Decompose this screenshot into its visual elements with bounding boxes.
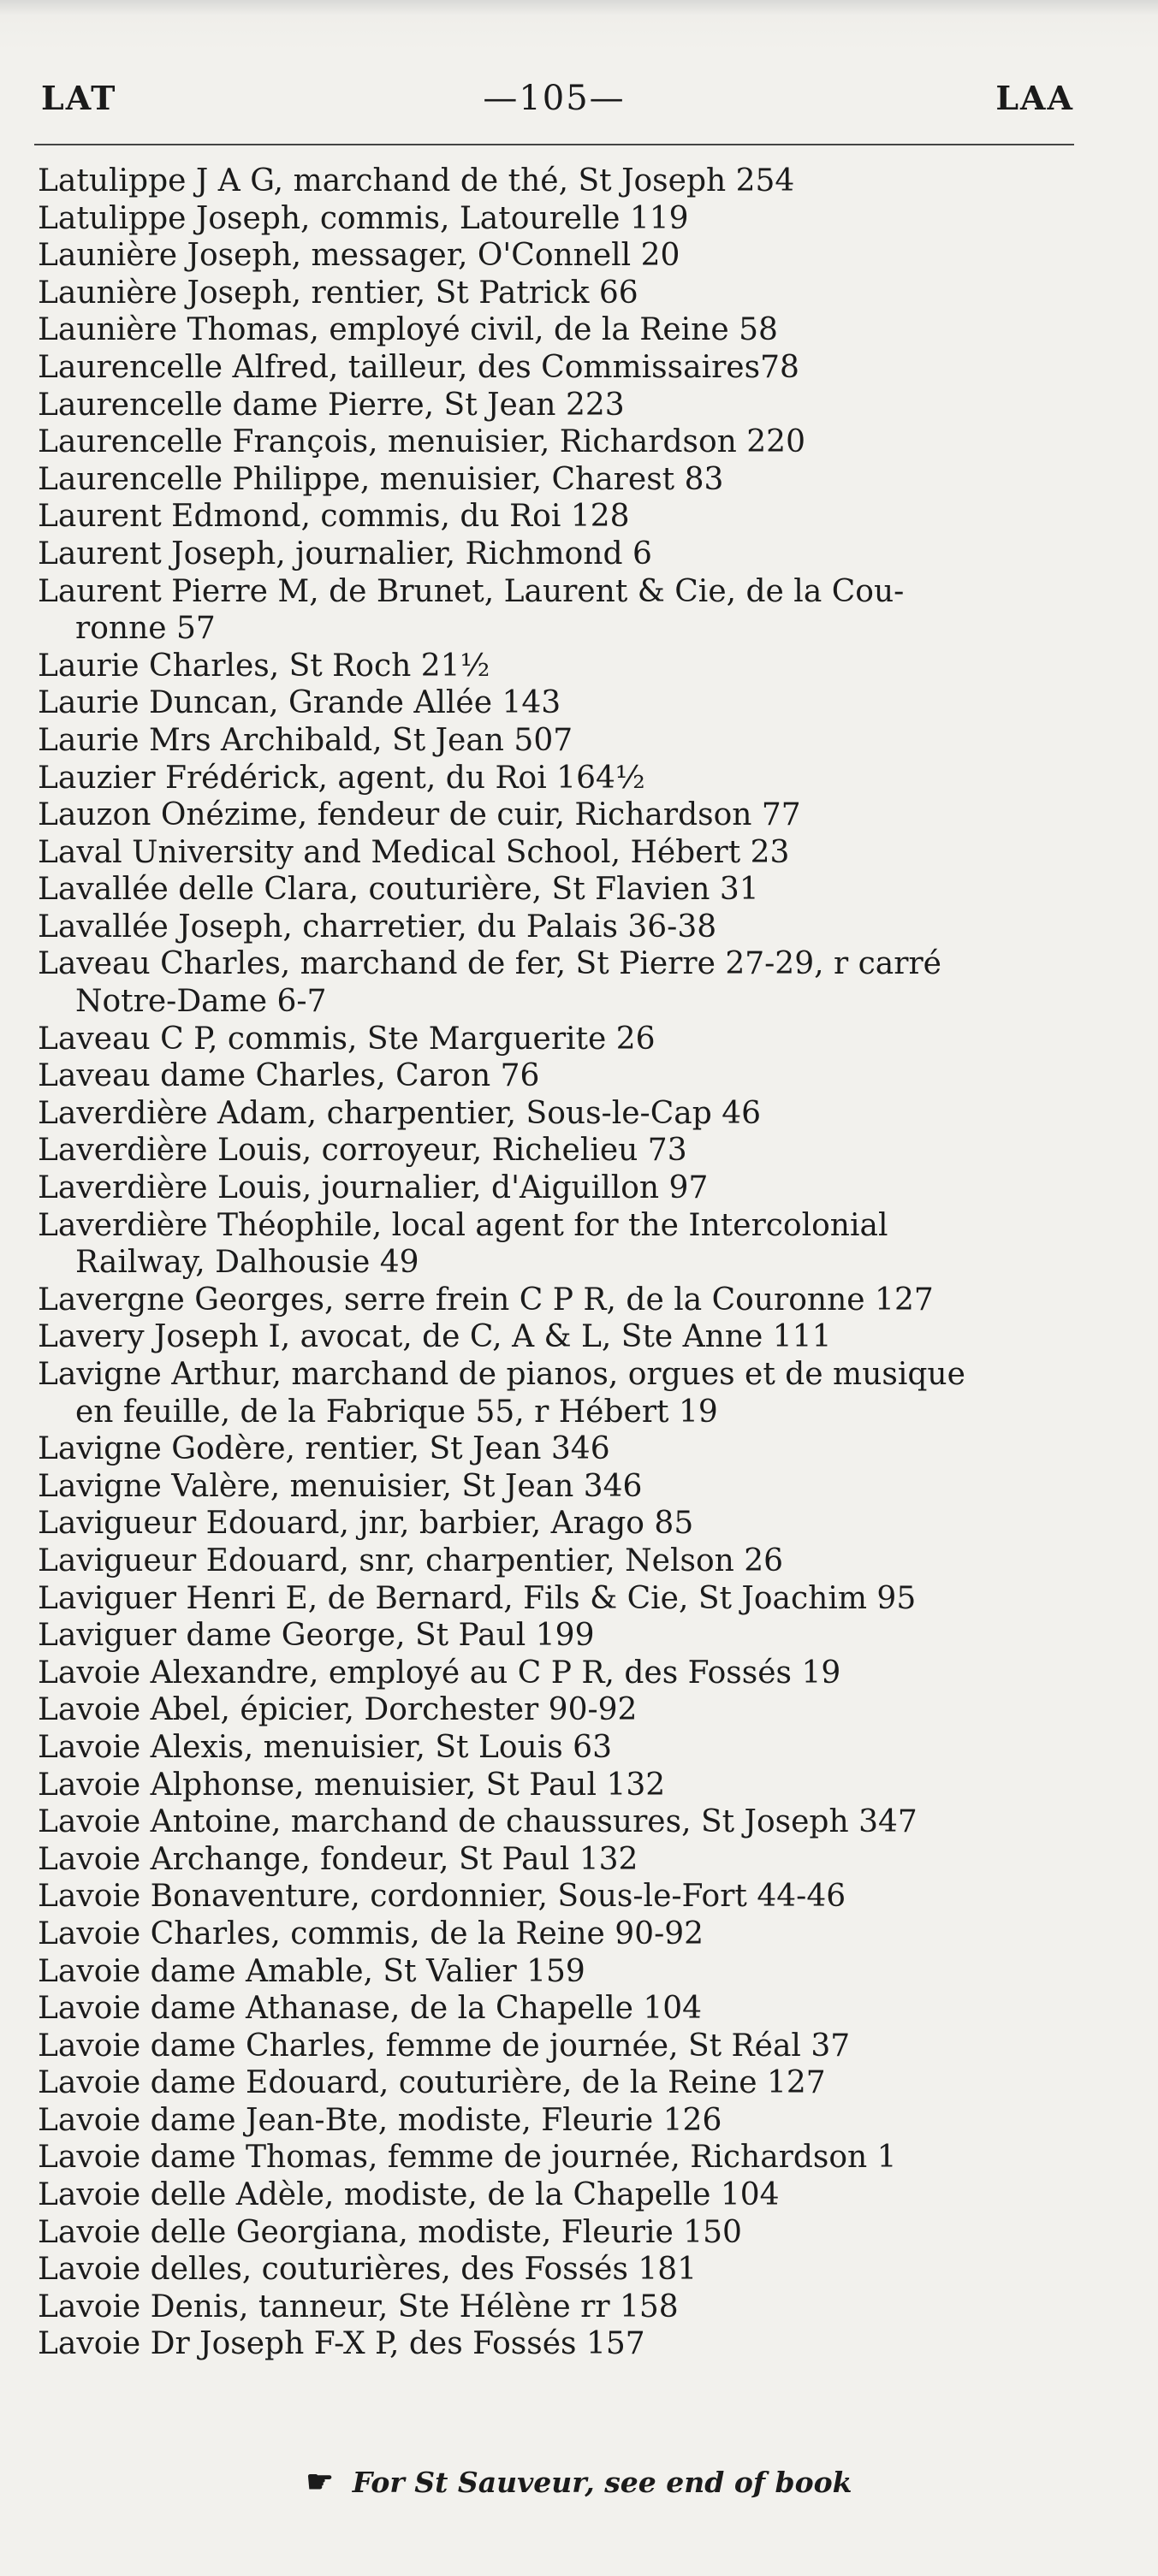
entry-text: Lavoie dame Amable, St Valier 159 [38, 1953, 585, 1989]
entry-text: Laveau Charles, marchand de fer, St Pierre 27-29, r carré [38, 946, 941, 982]
directory-entry [38, 1617, 1086, 1655]
entry-text: Launière Thomas, employé civil, de la Reine 58 [38, 312, 778, 348]
entry-text: Lavigne Valère, menuisier, St Jean 346 [38, 1468, 643, 1504]
directory-entry [38, 1505, 1086, 1543]
entry-text: Lavoie Denis, tanneur, Ste Hélène rr 158 [38, 2289, 679, 2324]
directory-entry [38, 536, 1086, 573]
entry-text: Launière Joseph, rentier, St Patrick 66 [38, 275, 638, 311]
pointing-hand-icon: ☛ [306, 2464, 334, 2500]
directory-entry [38, 1655, 1086, 1692]
entry-text: Lavoie Alexandre, employé au C P R, des Fossés 19 [38, 1655, 841, 1691]
directory-entry [38, 275, 1086, 312]
entry-text: Lavoie delle Adèle, modiste, de la Chapelle 104 [38, 2177, 780, 2213]
entry-text: Lavoie dame Edouard, couturière, de la Reine 127 [38, 2065, 826, 2101]
entry-text: Laveau C P, commis, Ste Marguerite 26 [38, 1021, 656, 1057]
directory-entry [38, 1207, 1086, 1282]
directory-entry [38, 2251, 1086, 2289]
entry-text: Lavoie Abel, épicier, Dorchester 90-92 [38, 1692, 638, 1728]
entry-text: Laurencelle Alfred, tailleur, des Commissaires78 [38, 349, 799, 385]
directory-entry [38, 834, 1086, 872]
directory-entry [38, 1543, 1086, 1580]
entry-text: Lavoie Alexis, menuisier, St Louis 63 [38, 1729, 612, 1765]
entry-text: Launière Joseph, messager, O'Connell 20 [38, 238, 680, 274]
entry-text: Laurencelle dame Pierre, St Jean 223 [38, 387, 625, 423]
directory-entry [38, 2139, 1086, 2176]
directory-entry [38, 909, 1086, 946]
header-rule [34, 144, 1074, 145]
entry-text: Latulippe J A G, marchand de thé, St Joseph 254 [38, 163, 795, 198]
entry-text: Lavoie dame Jean-Bte, modiste, Fleurie 126 [38, 2102, 722, 2138]
directory-entry [38, 1953, 1086, 1991]
directory-entry [38, 1132, 1086, 1170]
entry-text: Lavoie Charles, commis, de la Reine 90-92 [38, 1916, 704, 1951]
page-header [34, 79, 1074, 130]
entry-text: Laurie Mrs Archibald, St Jean 507 [38, 722, 573, 758]
entry-continuation: Notre-Dame 6-7 [75, 984, 327, 1020]
entry-text: Lavergne Georges, serre frein C P R, de la Couronne 127 [38, 1282, 934, 1318]
directory-entry [38, 1430, 1086, 1468]
entry-text: Laverdière Théophile, local agent for the Intercolonial [38, 1207, 888, 1243]
directory-entry [38, 1170, 1086, 1207]
directory-entry [38, 423, 1086, 461]
entry-text: Laveau dame Charles, Caron 76 [38, 1058, 540, 1094]
entry-text: Laurencelle Philippe, menuisier, Charest 83 [38, 461, 724, 497]
entry-text: Laurent Pierre M, de Brunet, Laurent & Cie, de la Cou- [38, 573, 905, 609]
directory-entry [38, 1282, 1086, 1319]
directory-entry [38, 648, 1086, 685]
directory-entry [38, 1057, 1086, 1095]
entry-text: Lavoie Alphonse, menuisier, St Paul 132 [38, 1767, 666, 1803]
entry-text: Lavoie dame Charles, femme de journée, St Réal 37 [38, 2028, 851, 2064]
directory-entry [38, 2102, 1086, 2140]
entry-text: Laverdière Adam, charpentier, Sous-le-Cap 46 [38, 1095, 761, 1131]
directory-entry [38, 1580, 1086, 1618]
entry-text: Lavigne Godère, rentier, St Jean 346 [38, 1431, 610, 1467]
entry-text: Laurent Joseph, journalier, Richmond 6 [38, 536, 652, 571]
directory-entry [38, 684, 1086, 722]
footer-note [0, 2464, 1158, 2500]
entry-text: Lauzon Onézime, fendeur de cuir, Richardson 77 [38, 797, 801, 833]
directory-entry [38, 573, 1086, 648]
directory-entries [38, 163, 1086, 2363]
directory-entry [38, 237, 1086, 275]
entry-text: Laverdière Louis, journalier, d'Aiguillon 97 [38, 1170, 709, 1206]
directory-entry [38, 796, 1086, 834]
entry-text: Lavigueur Edouard, jnr, barbier, Arago 85 [38, 1506, 694, 1542]
entry-text: Lavallée delle Clara, couturière, St Flavien 31 [38, 872, 759, 908]
directory-entry [38, 1021, 1086, 1058]
entry-text: Lavigne Arthur, marchand de pianos, orgues et de musique [38, 1357, 965, 1392]
directory-entry [38, 2064, 1086, 2102]
directory-entry [38, 1916, 1086, 1953]
directory-entry [38, 2028, 1086, 2065]
entry-text: Lavallée Joseph, charretier, du Palais 36-38 [38, 909, 717, 945]
entry-continuation: ronne 57 [75, 611, 216, 647]
directory-entry [38, 1468, 1086, 1506]
entry-text: Lavoie dame Thomas, femme de journée, Richardson 1 [38, 2140, 897, 2176]
directory-entry [38, 945, 1086, 1020]
directory-entry [38, 2325, 1086, 2363]
entry-text: Lavigueur Edouard, snr, charpentier, Nelson 26 [38, 1543, 784, 1578]
entry-text: Laurie Charles, St Roch 21½ [38, 648, 490, 684]
directory-entry [38, 1095, 1086, 1133]
directory-entry [38, 200, 1086, 238]
entry-text: Laviguer Henri E, de Bernard, Fils & Cie, St Joachim 95 [38, 1580, 917, 1616]
entry-text: Laval University and Medical School, Hébert 23 [38, 834, 790, 870]
directory-entry [38, 2176, 1086, 2214]
entry-text: Laurie Duncan, Grande Allée 143 [38, 685, 561, 721]
entry-text: Lavoie Archange, fondeur, St Paul 132 [38, 1841, 638, 1877]
entry-text: Laverdière Louis, corroyeur, Richelieu 73 [38, 1133, 687, 1169]
directory-entry [38, 311, 1086, 349]
directory-entry [38, 1318, 1086, 1356]
directory-entry [38, 2289, 1086, 2326]
entry-text: Lavoie Antoine, marchand de chaussures, St Joseph 347 [38, 1804, 917, 1840]
directory-entry [38, 871, 1086, 909]
directory-entry [38, 760, 1086, 797]
entry-continuation: Railway, Dalhousie 49 [75, 1245, 419, 1281]
entry-text: Laurent Edmond, commis, du Roi 128 [38, 499, 630, 535]
directory-entry [38, 2214, 1086, 2252]
entry-text: Lavoie dame Athanase, de la Chapelle 104 [38, 1991, 703, 2027]
page-number: —105— [483, 79, 626, 118]
directory-entry [38, 1990, 1086, 2028]
directory-entry [38, 461, 1086, 499]
directory-entry [38, 387, 1086, 424]
directory-entry [38, 1878, 1086, 1916]
directory-entry [38, 498, 1086, 536]
directory-entry [38, 1356, 1086, 1430]
footer-text: For St Sauveur, see end of book [352, 2466, 852, 2499]
entry-text: Laviguer dame George, St Paul 199 [38, 1618, 595, 1654]
entry-text: Lavoie delle Georgiana, modiste, Fleurie 150 [38, 2214, 742, 2250]
header-left-guide: LAT [41, 79, 117, 117]
directory-entry [38, 1767, 1086, 1804]
entry-text: Lavoie Bonaventure, cordonnier, Sous-le-Fort 44-46 [38, 1879, 846, 1915]
directory-entry [38, 1841, 1086, 1879]
directory-entry [38, 1729, 1086, 1767]
entry-text: Latulippe Joseph, commis, Latourelle 119 [38, 200, 689, 236]
directory-entry [38, 163, 1086, 200]
directory-entry [38, 1803, 1086, 1841]
entry-continuation: en feuille, de la Fabrique 55, r Hébert 19 [75, 1394, 718, 1430]
entry-text: Laurencelle François, menuisier, Richardson 220 [38, 424, 805, 460]
entry-text: Lauzier Frédérick, agent, du Roi 164½ [38, 760, 645, 796]
directory-entry [38, 349, 1086, 387]
entry-text: Lavoie delles, couturières, des Fossés 181 [38, 2252, 698, 2288]
directory-entry [38, 722, 1086, 760]
header-right-guide: LAA [995, 79, 1074, 117]
directory-entry [38, 1691, 1086, 1729]
entry-text: Lavery Joseph I, avocat, de C, A & L, Ste Anne 111 [38, 1319, 832, 1355]
entry-text: Lavoie Dr Joseph F-X P, des Fossés 157 [38, 2326, 645, 2362]
